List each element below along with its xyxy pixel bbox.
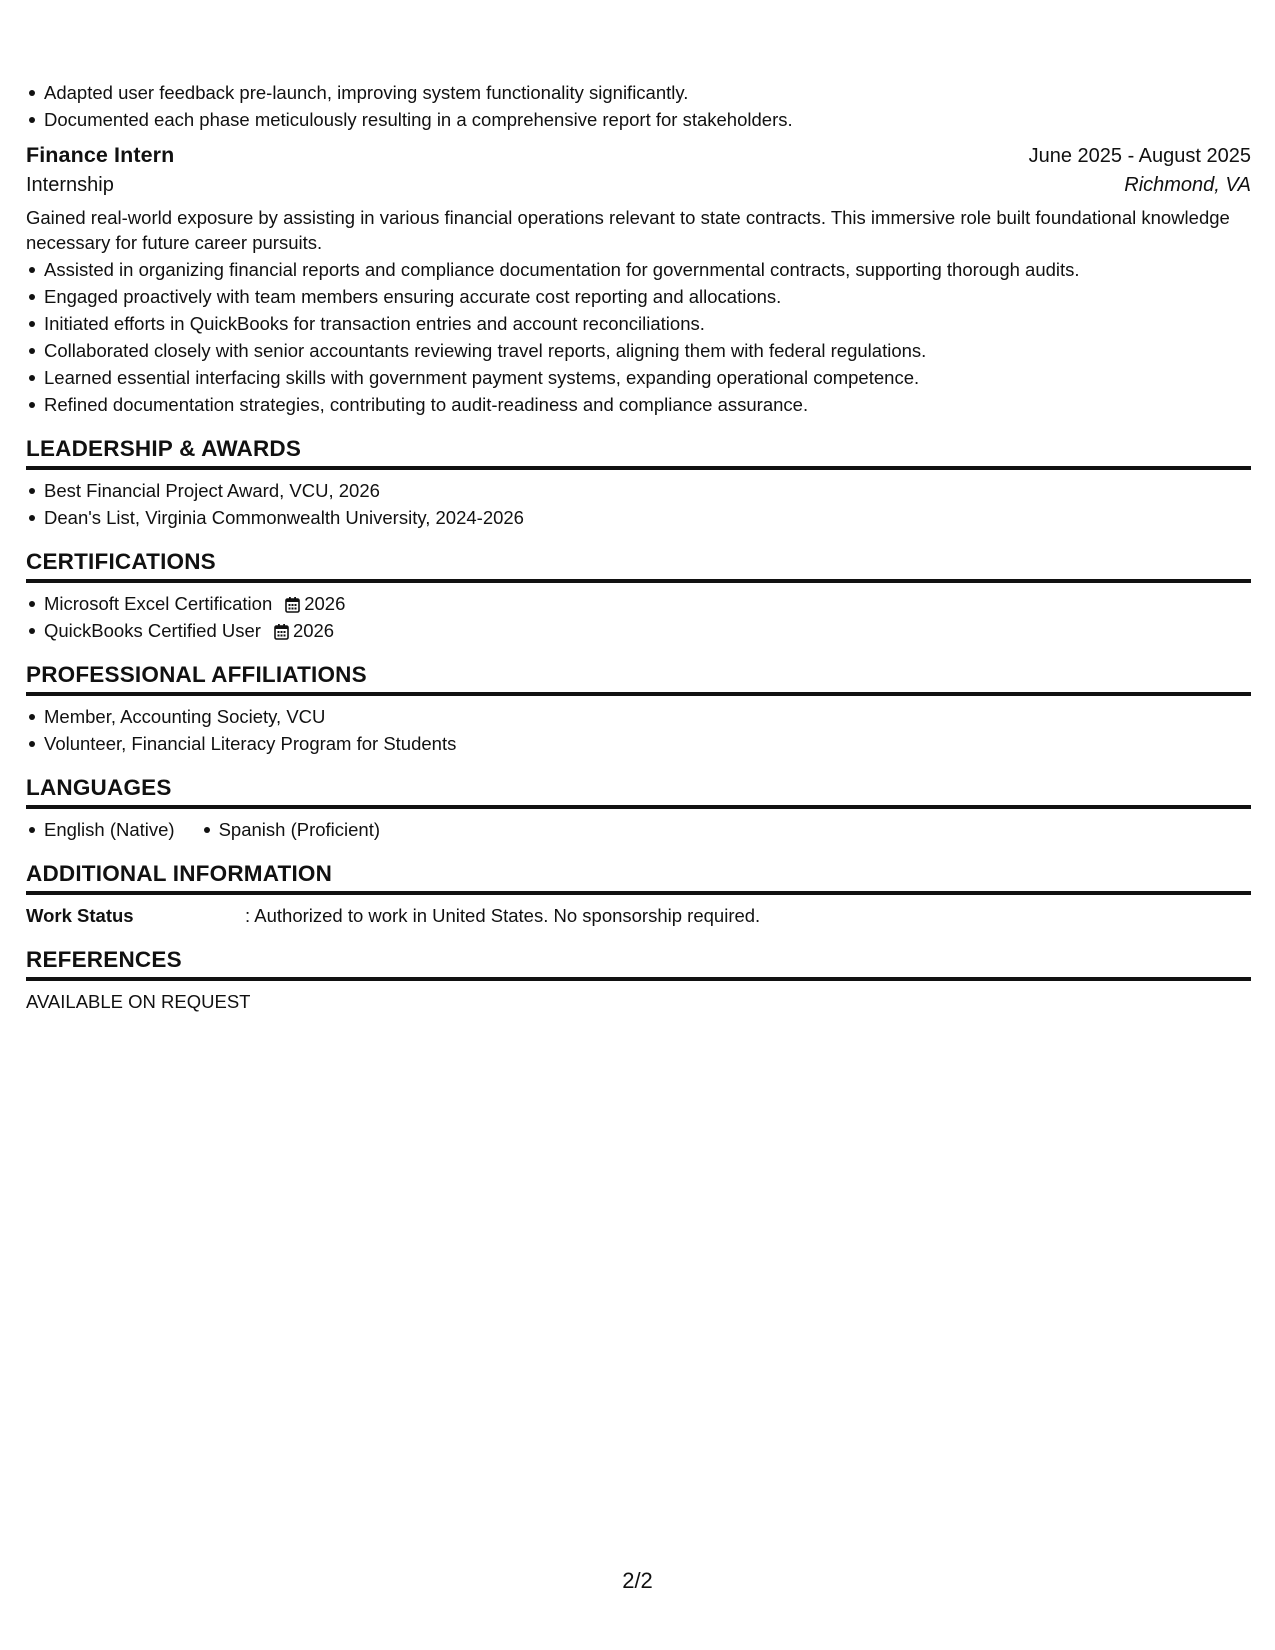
- list-item: Engaged proactively with team members ensuring accurate cost reporting and allocations.: [26, 283, 1251, 310]
- list-item: Learned essential interfacing skills with government payment systems, expanding operational competence.: [26, 364, 1251, 391]
- affiliations-list: [26, 703, 1251, 757]
- section-title-leadership: LEADERSHIP & AWARDS: [26, 436, 1251, 470]
- resume-page: [26, 79, 1251, 1015]
- section-title-certifications: CERTIFICATIONS: [26, 549, 1251, 583]
- list-item: Collaborated closely with senior accountants reviewing travel reports, aligning them with federal regulations.: [26, 337, 1251, 364]
- list-item: Refined documentation strategies, contributing to audit-readiness and compliance assurance.: [26, 391, 1251, 418]
- certifications-list: [26, 590, 1251, 644]
- section-title-additional-info: ADDITIONAL INFORMATION: [26, 861, 1251, 895]
- list-item: Dean's List, Virginia Commonwealth University, 2024-2026: [26, 504, 1251, 531]
- job-header: [26, 143, 1251, 168]
- job-title: Finance Intern: [26, 143, 175, 167]
- certification-item: [26, 617, 1251, 644]
- certification-name: QuickBooks Certified User: [44, 620, 261, 641]
- section-title-languages: LANGUAGES: [26, 775, 1251, 809]
- certification-item: [26, 590, 1251, 617]
- list-item: Member, Accounting Society, VCU: [26, 703, 1251, 730]
- calendar-icon: [274, 623, 289, 640]
- leadership-list: [26, 477, 1251, 531]
- list-item: Adapted user feedback pre-launch, improving system functionality significantly.: [26, 79, 1251, 106]
- certification-year: 2026: [304, 593, 346, 614]
- job-type: Internship: [26, 174, 114, 196]
- job-dates: June 2025 - August 2025: [1028, 145, 1251, 167]
- languages-list: [26, 816, 1251, 843]
- job-bullets: [26, 256, 1251, 418]
- references-text: AVAILABLE ON REQUEST: [26, 991, 251, 1012]
- certification-year: 2026: [292, 620, 335, 641]
- list-item: Documented each phase meticulously resulting in a comprehensive report for stakeholders.: [26, 106, 1251, 133]
- job-subheader: [26, 174, 1251, 197]
- section-title-affiliations: PROFESSIONAL AFFILIATIONS: [26, 662, 1251, 696]
- list-item: Volunteer, Financial Literacy Program for Students: [26, 730, 1251, 757]
- job-location: Richmond, VA: [1124, 174, 1251, 196]
- work-status-label: Work Status: [26, 905, 134, 926]
- page-number: 2/2: [622, 1568, 653, 1593]
- certification-name: Microsoft Excel Certification: [44, 593, 273, 614]
- list-item: Best Financial Project Award, VCU, 2026: [26, 477, 1251, 504]
- work-status-value: : Authorized to work in United States. No sponsorship required.: [245, 905, 761, 926]
- section-title-references: REFERENCES: [26, 947, 1251, 981]
- language-item: Spanish (Proficient): [201, 816, 380, 843]
- language-item: English (Native): [26, 816, 175, 843]
- prior-job-bullets: [26, 79, 1251, 133]
- job-summary: Gained real-world exposure by assisting in various financial operations relevant to state contracts. This immersive role built foundational knowledge necessary for future career pursuits.: [26, 207, 1230, 253]
- list-item: Initiated efforts in QuickBooks for transaction entries and account reconciliations.: [26, 310, 1251, 337]
- calendar-icon: [285, 596, 300, 613]
- list-item: Assisted in organizing financial reports and compliance documentation for governmental contracts, supporting thorough audits.: [26, 256, 1251, 283]
- work-status-row: [26, 902, 1251, 929]
